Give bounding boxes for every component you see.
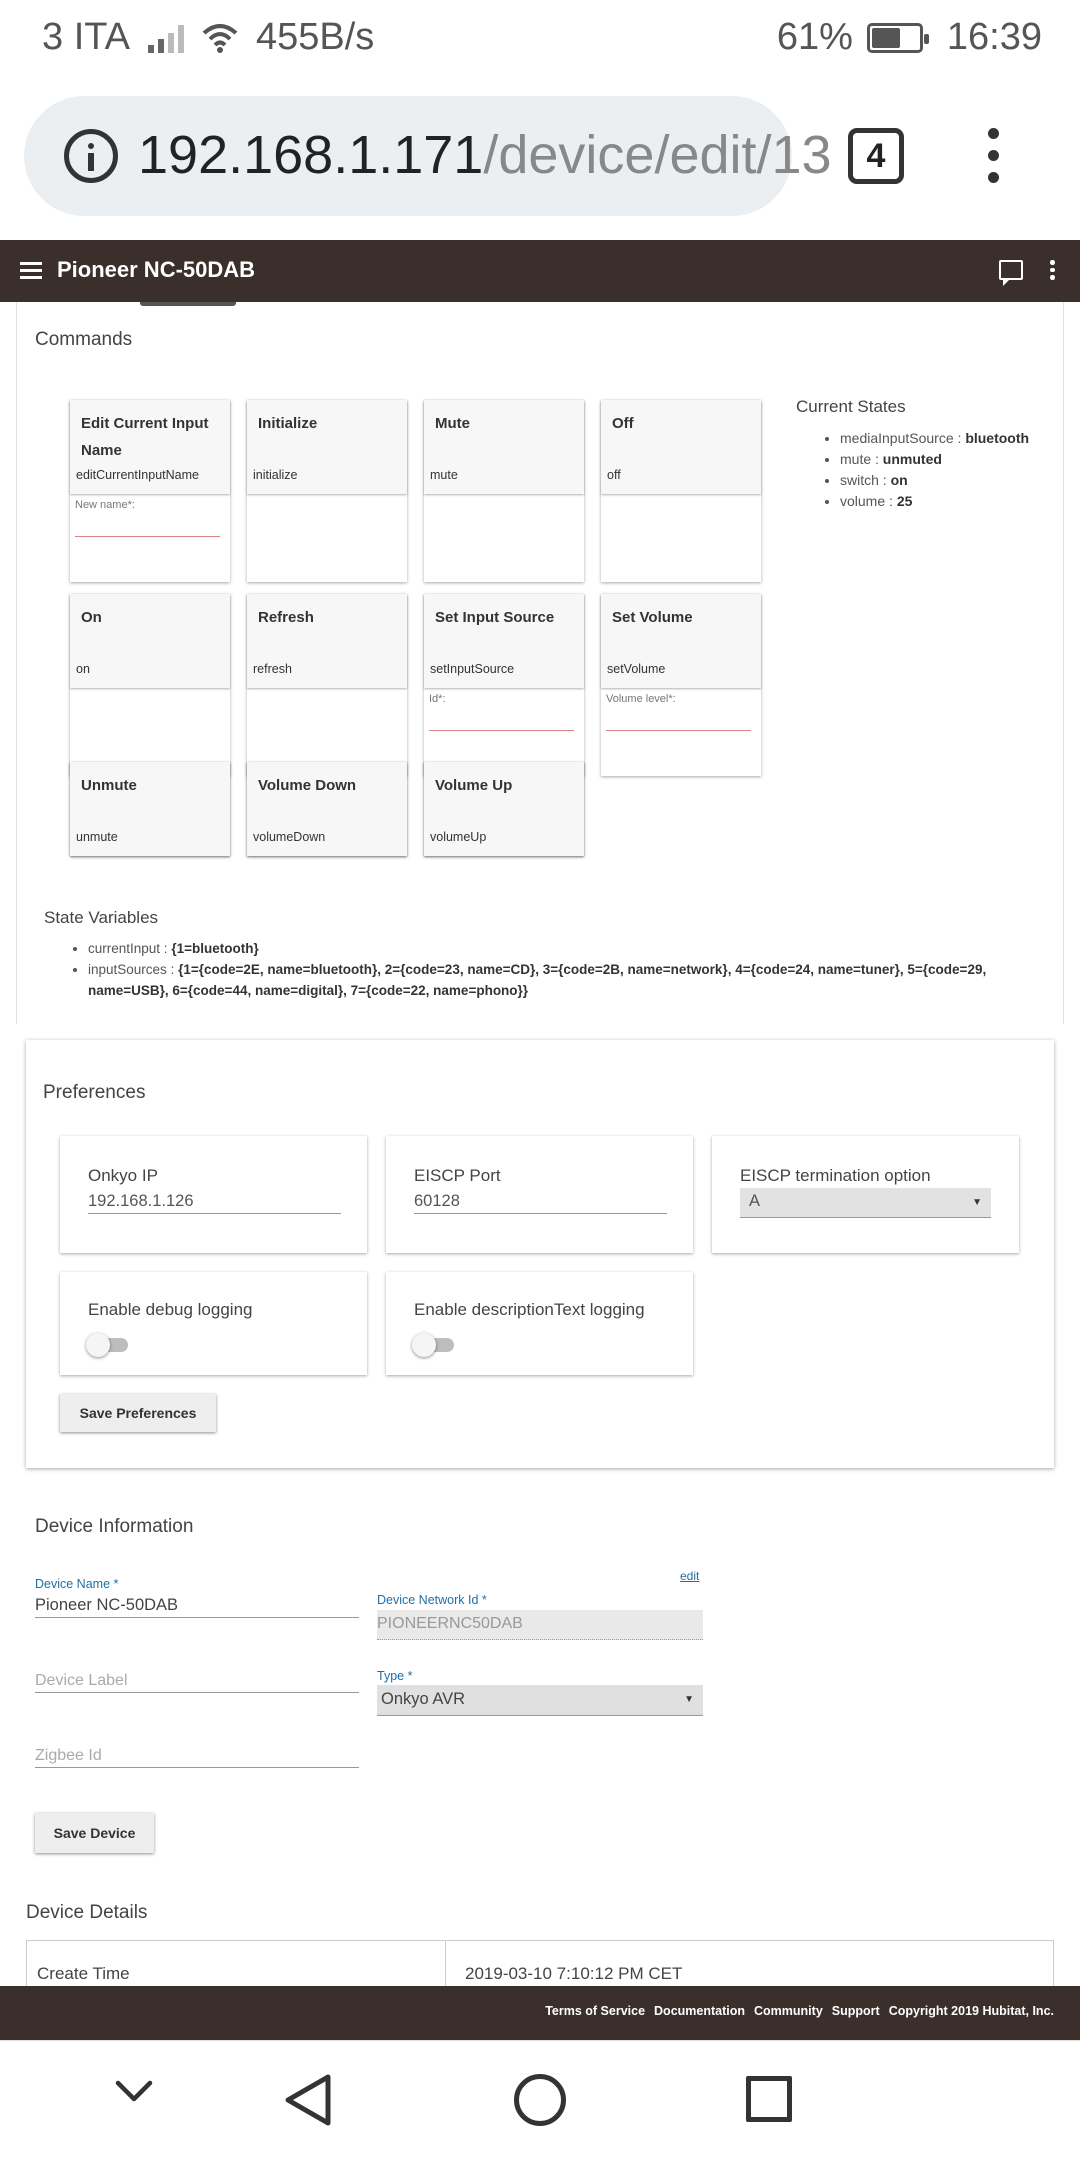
url-text[interactable]	[138, 124, 832, 186]
pref-debug-label: Enable debug logging	[88, 1300, 253, 1319]
browser-toolbar	[0, 76, 1080, 240]
pref-desc-label: Enable descriptionText logging	[414, 1300, 645, 1319]
command-name: Off	[612, 415, 634, 432]
state-variable-item: • currentInput : {1=bluetooth}	[88, 938, 1018, 959]
url-path: /device/edit/13	[483, 125, 832, 185]
state-variable-item: • inputSources : {1={code=2E, name=bluetooth}, 2={code=23, name=CD}, 3={code=2B, name=network}, 4={code=24, name=tuner}, 5={code=29, name=USB}, 6={code=44, name=digital}, 7={code=22, name=phono}}	[88, 959, 1018, 1001]
command-method: unmute	[76, 830, 118, 844]
preferences-title: Preferences	[43, 1082, 146, 1103]
command-card-setInputSource	[424, 594, 584, 776]
network-speed: 455B/s	[256, 16, 375, 58]
footer-link-terms[interactable]: Terms of Service	[545, 2004, 646, 2018]
setInputSource-command-button[interactable]	[424, 594, 584, 688]
back-icon[interactable]	[284, 2073, 332, 2127]
command-method: refresh	[253, 662, 292, 676]
edit-network-id-link[interactable]: edit	[680, 1569, 700, 1583]
state-item-switch: • switch : on	[840, 470, 1040, 491]
refresh-command-button[interactable]	[247, 594, 407, 688]
param-label: New name*:	[75, 499, 135, 511]
carrier-label: 3 ITA	[42, 16, 130, 58]
pref-desc-logging	[386, 1272, 693, 1375]
command-name: Volume Down	[258, 777, 357, 794]
save-preferences-button[interactable]: Save Preferences	[60, 1394, 216, 1432]
battery-icon	[867, 23, 923, 53]
create-time-label: Create Time	[37, 1964, 130, 1983]
command-name: Mute	[435, 415, 470, 432]
command-card-off	[601, 400, 761, 582]
state-variables-title: State Variables	[44, 908, 159, 927]
unmute-command-button[interactable]	[70, 762, 230, 856]
volumeUp-command-button[interactable]	[424, 762, 584, 856]
command-params	[601, 688, 761, 776]
recents-icon[interactable]	[746, 2076, 792, 2122]
setVolume-command-button[interactable]	[601, 594, 761, 688]
status-bar	[0, 0, 1080, 76]
pref-eiscp-port	[386, 1136, 693, 1253]
current-states-title: Current States	[796, 397, 906, 416]
onkyo-ip-input[interactable]: 192.168.1.126	[88, 1192, 341, 1214]
command-card-initialize	[247, 400, 407, 582]
command-card-editCurrentInputName	[70, 400, 230, 582]
command-method: volumeDown	[253, 830, 326, 844]
state-item-volume: • volume : 25	[840, 491, 1040, 512]
preferences-panel	[26, 1040, 1054, 1468]
create-time-value: 2019-03-10 7:10:12 PM CET	[465, 1964, 683, 1983]
url-host: 192.168.1.171	[138, 125, 484, 185]
desc-logging-toggle[interactable]	[414, 1338, 454, 1352]
command-method: off	[607, 468, 621, 482]
dropdown-arrow-icon: ▼	[972, 1197, 982, 1208]
param-input[interactable]	[429, 730, 574, 731]
mute-command-button[interactable]	[424, 400, 584, 494]
page-content	[0, 302, 1080, 1986]
param-label: Id*:	[429, 693, 446, 705]
command-method: on	[76, 662, 90, 676]
command-card-mute	[424, 400, 584, 582]
command-params	[424, 494, 584, 582]
info-icon[interactable]	[64, 129, 118, 183]
eiscp-port-input[interactable]: 60128	[414, 1192, 667, 1214]
type-select[interactable]: Onkyo AVR ▼	[377, 1685, 703, 1716]
home-icon[interactable]	[514, 2074, 566, 2126]
page-title: Pioneer NC-50DAB	[57, 257, 256, 282]
dropdown-arrow-icon: ▼	[684, 1694, 694, 1705]
footer-copyright: Copyright 2019 Hubitat, Inc.	[888, 2004, 1054, 2018]
state-variables-list	[88, 938, 1018, 1001]
param-input[interactable]	[75, 536, 220, 537]
pref-debug-logging	[60, 1272, 367, 1375]
browser-menu-icon[interactable]	[988, 128, 1000, 184]
device-label-input[interactable]: Device Label	[35, 1672, 359, 1693]
debug-logging-toggle[interactable]	[88, 1338, 128, 1352]
battery-percent: 61%	[776, 16, 853, 58]
device-info-title: Device Information	[35, 1516, 194, 1537]
app-bar	[0, 240, 1080, 302]
url-bar[interactable]	[24, 96, 832, 216]
device-name-input[interactable]: Pioneer NC-50DAB	[35, 1596, 359, 1618]
device-details-title: Device Details	[26, 1902, 148, 1923]
network-id-input: PIONEERNC50DAB	[377, 1610, 703, 1640]
off-command-button[interactable]	[601, 400, 761, 494]
command-method: mute	[430, 468, 458, 482]
command-params	[601, 494, 761, 582]
command-params	[70, 494, 230, 582]
network-id-label: Device Network Id *	[377, 1593, 487, 1607]
more-vert-icon[interactable]	[1050, 260, 1056, 283]
footer-link-documentation[interactable]: Documentation	[654, 2004, 746, 2018]
device-name-label: Device Name *	[35, 1577, 119, 1591]
command-method: volumeUp	[430, 830, 487, 844]
state-item-media-input-source: • mediaInputSource : bluetooth	[840, 428, 1040, 449]
command-method: editCurrentInputName	[76, 468, 199, 482]
footer-link-community[interactable]: Community	[754, 2004, 823, 2018]
pref-termination	[712, 1136, 1019, 1253]
save-device-button[interactable]: Save Device	[35, 1813, 154, 1853]
pref-onkyo-ip	[60, 1136, 367, 1253]
commands-title: Commands	[35, 329, 133, 350]
termination-select[interactable]: A ▼	[740, 1188, 991, 1218]
command-card-volumeDown	[247, 762, 407, 856]
command-name: Unmute	[81, 777, 137, 794]
pref-termination-label: EISCP termination option	[740, 1166, 931, 1185]
clock: 16:39	[946, 16, 1042, 58]
editCurrentInputName-command-button[interactable]	[70, 400, 230, 494]
command-name: Refresh	[258, 609, 314, 626]
signal-icon	[148, 23, 184, 53]
command-name: Volume Up	[435, 777, 513, 794]
pref-onkyo-ip-label: Onkyo IP	[88, 1166, 158, 1185]
on-command-button[interactable]	[70, 594, 230, 688]
chat-icon[interactable]	[999, 260, 1023, 280]
volumeDown-command-button[interactable]	[247, 762, 407, 856]
command-name: Edit Current Input Name	[81, 415, 209, 459]
command-card-on	[70, 594, 230, 776]
param-label: Volume level*:	[606, 693, 676, 705]
tab-switcher-button[interactable]: 4	[848, 128, 904, 184]
command-name: Set Input Source	[435, 609, 555, 626]
command-method: initialize	[253, 468, 298, 482]
current-states-list	[840, 428, 1040, 512]
initialize-command-button[interactable]	[247, 400, 407, 494]
command-card-refresh	[247, 594, 407, 776]
command-method: setInputSource	[430, 662, 515, 676]
state-item-mute: • mute : unmuted	[840, 449, 1040, 470]
type-label: Type *	[377, 1669, 413, 1683]
pref-eiscp-port-label: EISCP Port	[414, 1166, 501, 1185]
zigbee-id-input[interactable]: Zigbee Id	[35, 1747, 359, 1768]
command-name: Set Volume	[612, 609, 693, 626]
command-card-setVolume	[601, 594, 761, 776]
command-name: Initialize	[258, 415, 318, 432]
wifi-icon	[202, 23, 238, 53]
command-name: On	[81, 609, 102, 626]
menu-icon[interactable]	[20, 262, 42, 278]
command-card-volumeUp	[424, 762, 584, 856]
param-input[interactable]	[606, 730, 751, 731]
chevron-down-icon[interactable]	[116, 2081, 152, 2101]
footer	[0, 1986, 1080, 2040]
system-nav-bar	[0, 2040, 1080, 2160]
command-method: setVolume	[607, 662, 666, 676]
command-params	[247, 494, 407, 582]
command-card-unmute	[70, 762, 230, 856]
footer-link-support[interactable]: Support	[831, 2004, 880, 2018]
